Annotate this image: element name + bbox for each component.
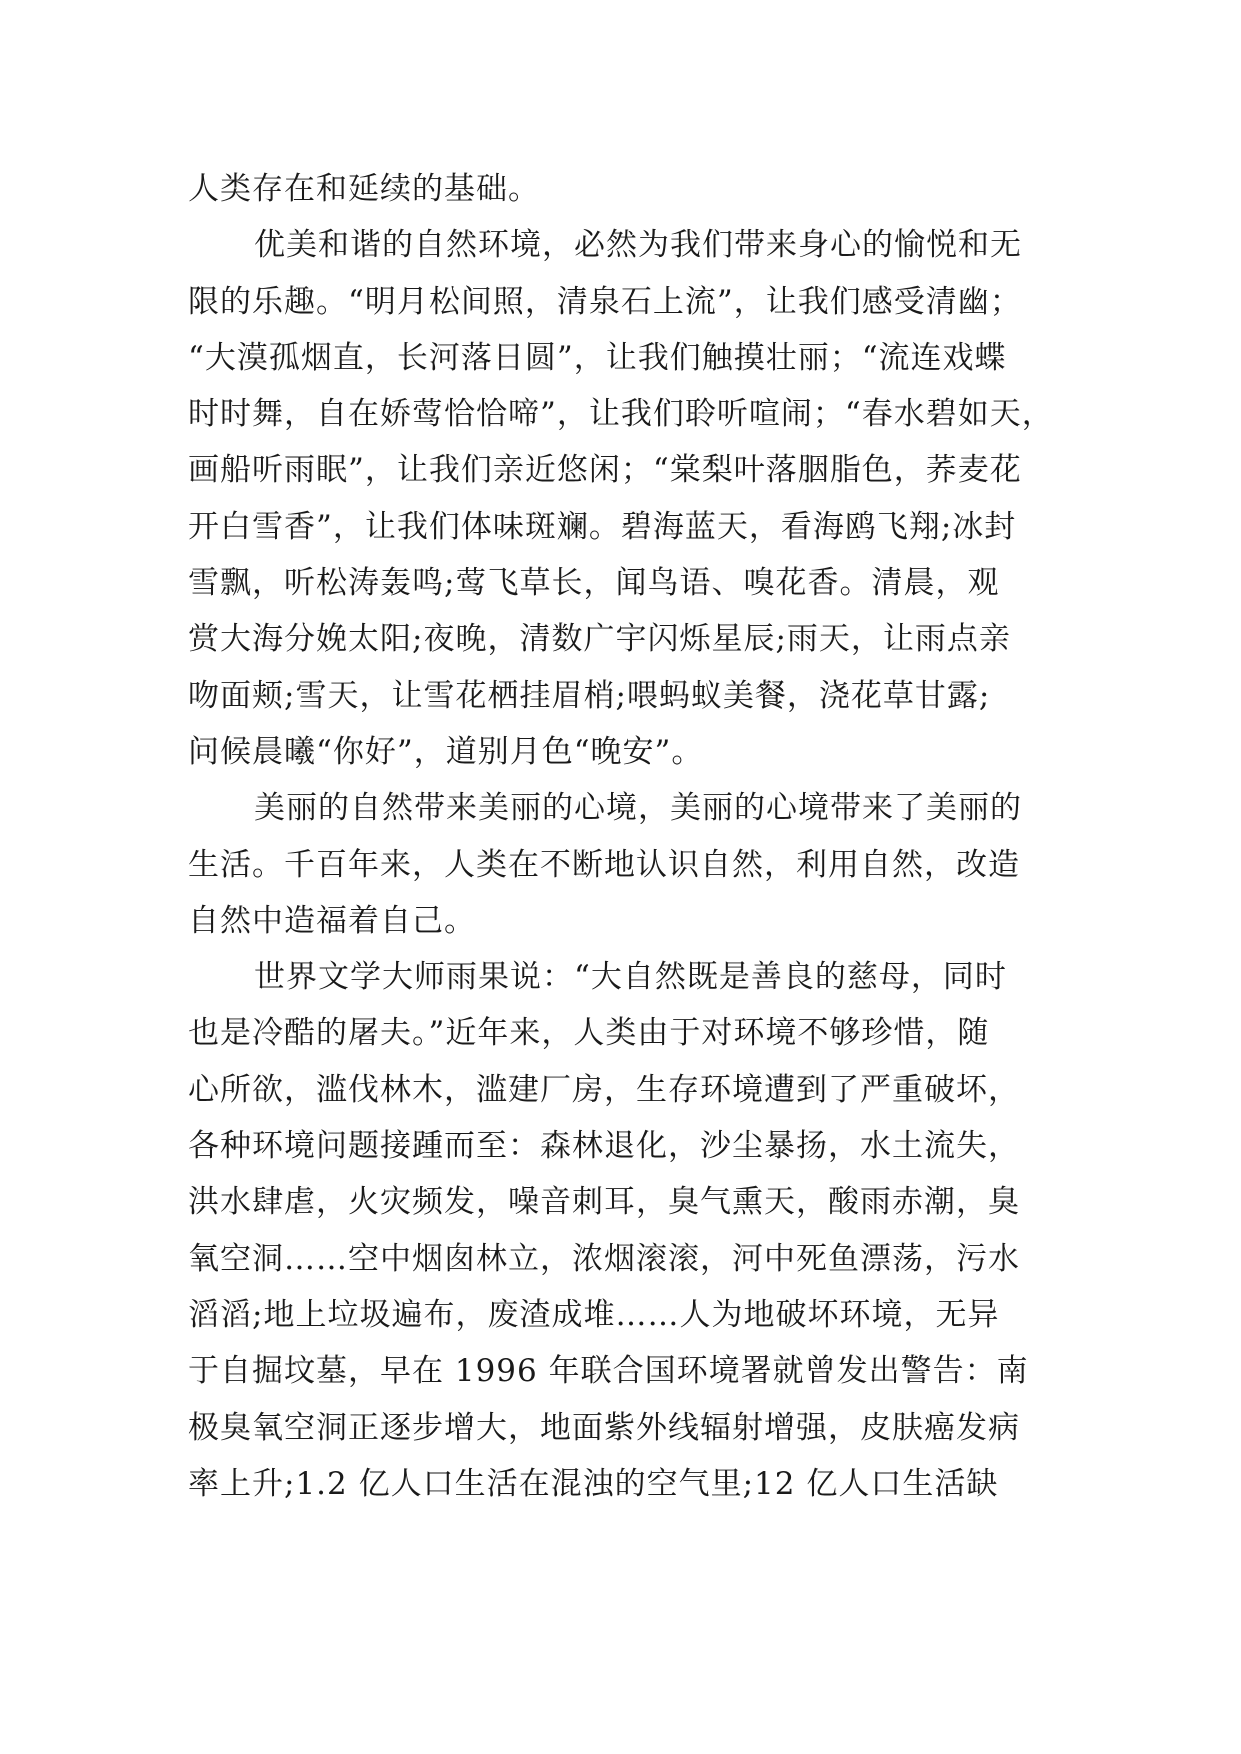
text-line: 心所欲，滥伐林木，滥建厂房，生存环境遭到了严重破坏， [188,1071,1020,1108]
text-line: 画船听雨眠”，让我们亲近悠闲；“棠梨叶落胭脂色，荞麦花 [188,452,1022,489]
text-line: “大漠孤烟直，长河落日圆”，让我们触摸壮丽；“流连戏蝶 [188,339,1007,376]
text-line: 洪水肆虐，火灾频发，噪音刺耳，臭气熏天，酸雨赤潮，臭 [188,1184,1020,1221]
text-line: 氧空洞……空中烟囱林立，浓烟滚滚，河中死鱼漂荡，污水 [188,1240,1020,1277]
text-line: 率上升;1.2 亿人口生活在混浊的空气里;12 亿人口生活缺 [188,1465,999,1502]
text-line: 自然中造福着自己。 [188,902,476,939]
text-line: 问候晨曦“你好”，道别月色“晚安”。 [188,733,704,770]
text-line: 极臭氧空洞正逐步增大，地面紫外线辐射增强，皮肤癌发病 [188,1409,1020,1446]
paragraph-start-line: 世界文学大师雨果说：“大自然既是善良的慈母，同时 [254,959,1007,996]
text-line: 赏大海分娩太阳;夜晚，清数广宇闪烁星辰;雨天，让雨点亲 [188,621,1011,658]
text-line: 人类存在和延续的基础。 [188,171,540,207]
text-line: 生活。千百年来，人类在不断地认识自然，利用自然，改造 [188,846,1020,883]
text-line: 滔滔;地上垃圾遍布，废渣成堆……人为地破坏环境，无异 [188,1296,1000,1333]
paragraph-start-line: 优美和谐的自然环境，必然为我们带来身心的愉悦和无 [254,227,1022,264]
text-line: 时时舞，自在娇莺恰恰啼”，让我们聆听喧闹；“春水碧如天， [188,396,1054,433]
text-line: 雪飘，听松涛轰鸣;莺飞草长，闻鸟语、嗅花香。清晨，观 [188,565,1000,602]
text-line: 开白雪香”，让我们体味斑斓。碧海蓝天，看海鸥飞翔;冰封 [188,508,1017,545]
text-line: 也是冷酷的屠夫。”近年来，人类由于对环境不够珍惜，随 [188,1015,990,1052]
text-line: 吻面颊;雪天，让雪花栖挂眉梢;喂蚂蚁美餐，浇花草甘露; [188,677,991,714]
body-text [188,161,1068,1512]
text-line: 限的乐趣。“明月松间照，清泉石上流”，让我们感受清幽； [188,283,1022,320]
paragraph-start-line: 美丽的自然带来美丽的心境，美丽的心境带来了美丽的 [254,790,1022,827]
text-line: 于自掘坟墓，早在 1996 年联合国环境署就曾发出警告：南 [188,1353,1029,1390]
text-line: 各种环境问题接踵而至：森林退化，沙尘暴扬，水土流失， [188,1128,1020,1165]
